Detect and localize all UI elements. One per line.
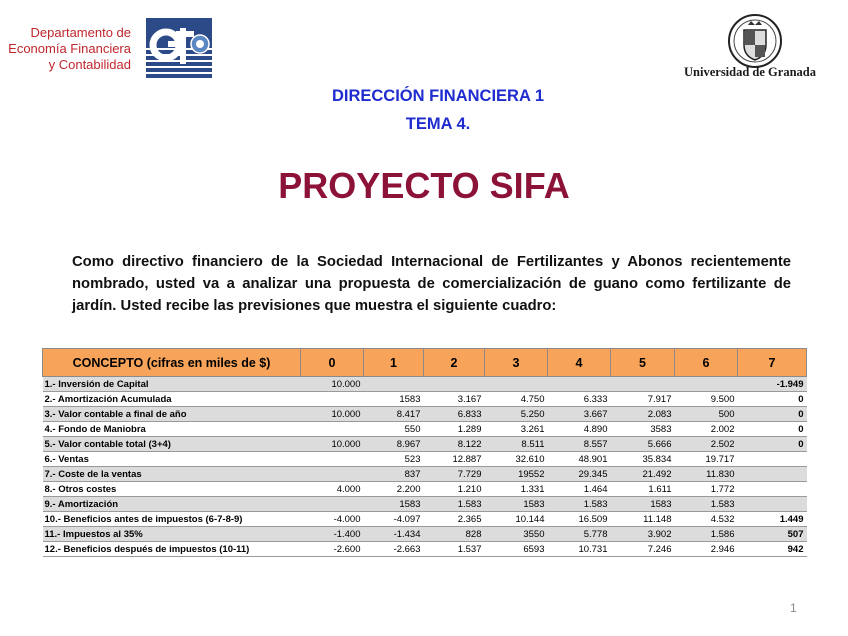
value-cell: [675, 377, 738, 392]
value-cell: [485, 377, 548, 392]
value-cell: 10.000: [301, 377, 364, 392]
value-cell: 3550: [485, 527, 548, 542]
value-cell: [548, 377, 611, 392]
value-cell: 5.778: [548, 527, 611, 542]
value-cell: 507: [738, 527, 807, 542]
value-cell: [301, 452, 364, 467]
value-cell: 19.717: [675, 452, 738, 467]
value-cell: 6.833: [424, 407, 485, 422]
value-cell: 1583: [485, 497, 548, 512]
value-cell: [738, 482, 807, 497]
value-cell: 3.261: [485, 422, 548, 437]
table-header-cell: 4: [548, 349, 611, 377]
value-cell: 19552: [485, 467, 548, 482]
table-header-cell: 2: [424, 349, 485, 377]
value-cell: -4.097: [364, 512, 424, 527]
value-cell: 1.586: [675, 527, 738, 542]
value-cell: 7.917: [611, 392, 675, 407]
value-cell: [364, 377, 424, 392]
course-topic: TEMA 4.: [405, 115, 471, 133]
value-cell: 6.333: [548, 392, 611, 407]
value-cell: 35.834: [611, 452, 675, 467]
value-cell: 16.509: [548, 512, 611, 527]
value-cell: 10.000: [301, 407, 364, 422]
table-row: [43, 497, 807, 512]
value-cell: 0: [738, 422, 807, 437]
department-line-2: Economía Financiera: [8, 41, 131, 56]
page-number: 1: [790, 601, 797, 615]
value-cell: 1.583: [424, 497, 485, 512]
value-cell: -2.663: [364, 542, 424, 557]
value-cell: 32.610: [485, 452, 548, 467]
concept-cell: 7.- Coste de la ventas: [43, 467, 301, 482]
value-cell: 1.289: [424, 422, 485, 437]
concept-cell: 10.- Beneficios antes de impuestos (6-7-8-9): [43, 512, 301, 527]
university-name: Universidad de Granada: [684, 65, 816, 79]
value-cell: 4.000: [301, 482, 364, 497]
value-cell: 942: [738, 542, 807, 557]
concept-cell: 2.- Amortización Acumulada: [43, 392, 301, 407]
concept-cell: 5.- Valor contable total (3+4): [43, 437, 301, 452]
value-cell: 4.750: [485, 392, 548, 407]
value-cell: 4.890: [548, 422, 611, 437]
concept-cell: 12.- Beneficios después de impuestos (10-11): [43, 542, 301, 557]
value-cell: 1.772: [675, 482, 738, 497]
table-row: [43, 542, 807, 557]
value-cell: [301, 467, 364, 482]
value-cell: -1.949: [738, 377, 807, 392]
value-cell: 3.902: [611, 527, 675, 542]
value-cell: 837: [364, 467, 424, 482]
table-row: [43, 512, 807, 527]
value-cell: 7.246: [611, 542, 675, 557]
value-cell: 1.611: [611, 482, 675, 497]
value-cell: 11.830: [675, 467, 738, 482]
department-line-3: y Contabilidad: [48, 57, 131, 72]
page-title: PROYECTO SIFA: [278, 165, 570, 206]
value-cell: 11.148: [611, 512, 675, 527]
value-cell: 9.500: [675, 392, 738, 407]
table-row: [43, 407, 807, 422]
value-cell: 10.000: [301, 437, 364, 452]
value-cell: 5.250: [485, 407, 548, 422]
value-cell: 1.210: [424, 482, 485, 497]
intro-paragraph: Como directivo financiero de la Sociedad Internacional de Fertilizantes y Abonos recientemente nombrado, usted va a analizar una propuesta de comercialización de guano como fertilizante de jardín. Usted recibe las previsiones que muestra el siguiente cuadro:: [72, 254, 791, 314]
value-cell: 4.532: [675, 512, 738, 527]
table-header-cell: 6: [675, 349, 738, 377]
value-cell: 0: [738, 407, 807, 422]
value-cell: [738, 497, 807, 512]
concept-cell: 9.- Amortización: [43, 497, 301, 512]
table-row: [43, 482, 807, 497]
value-cell: 2.502: [675, 437, 738, 452]
concept-cell: 1.- Inversión de Capital: [43, 377, 301, 392]
value-cell: 0: [738, 392, 807, 407]
concept-cell: 4.- Fondo de Maniobra: [43, 422, 301, 437]
table-row: [43, 422, 807, 437]
course-name: DIRECCIÓN FINANCIERA 1: [331, 87, 545, 105]
value-cell: 8.511: [485, 437, 548, 452]
department-name: [0, 25, 131, 73]
value-cell: 2.083: [611, 407, 675, 422]
value-cell: 5.666: [611, 437, 675, 452]
table-row: [43, 377, 807, 392]
value-cell: -1.400: [301, 527, 364, 542]
value-cell: 8.122: [424, 437, 485, 452]
value-cell: 7.729: [424, 467, 485, 482]
value-cell: [738, 452, 807, 467]
table-row: [43, 452, 807, 467]
value-cell: 550: [364, 422, 424, 437]
value-cell: 828: [424, 527, 485, 542]
value-cell: [301, 392, 364, 407]
value-cell: 1.583: [675, 497, 738, 512]
table-row: [43, 527, 807, 542]
table-header-cell: 0: [301, 349, 364, 377]
value-cell: 2.200: [364, 482, 424, 497]
value-cell: 2.946: [675, 542, 738, 557]
department-logo-icon: [146, 18, 212, 78]
value-cell: 1.583: [548, 497, 611, 512]
value-cell: -2.600: [301, 542, 364, 557]
value-cell: -1.434: [364, 527, 424, 542]
table-row: [43, 392, 807, 407]
value-cell: [424, 377, 485, 392]
table-body: [43, 377, 807, 557]
value-cell: 3583: [611, 422, 675, 437]
value-cell: [611, 377, 675, 392]
value-cell: 8.967: [364, 437, 424, 452]
value-cell: -4.000: [301, 512, 364, 527]
value-cell: 8.417: [364, 407, 424, 422]
table-header-cell: 1: [364, 349, 424, 377]
table-header-row: [43, 349, 807, 377]
concept-cell: 8.- Otros costes: [43, 482, 301, 497]
value-cell: 29.345: [548, 467, 611, 482]
value-cell: 2.002: [675, 422, 738, 437]
value-cell: 523: [364, 452, 424, 467]
value-cell: [301, 497, 364, 512]
value-cell: 48.901: [548, 452, 611, 467]
value-cell: 0: [738, 437, 807, 452]
value-cell: [738, 467, 807, 482]
value-cell: 1583: [611, 497, 675, 512]
concept-cell: 11.- Impuestos al 35%: [43, 527, 301, 542]
table-header-cell: 5: [611, 349, 675, 377]
table-header-cell: 3: [485, 349, 548, 377]
value-cell: 500: [675, 407, 738, 422]
concept-cell: 3.- Valor contable a final de año: [43, 407, 301, 422]
value-cell: 10.731: [548, 542, 611, 557]
forecast-table: [42, 348, 807, 557]
value-cell: 10.144: [485, 512, 548, 527]
table-row: [43, 437, 807, 452]
table-header-cell: 7: [738, 349, 807, 377]
value-cell: 12.887: [424, 452, 485, 467]
table-header-cell: CONCEPTO (cifras en miles de $): [43, 349, 301, 377]
concept-cell: 6.- Ventas: [43, 452, 301, 467]
value-cell: 1583: [364, 497, 424, 512]
table-row: [43, 467, 807, 482]
department-line-1: Departamento de: [30, 25, 131, 40]
value-cell: 21.492: [611, 467, 675, 482]
value-cell: 1.537: [424, 542, 485, 557]
value-cell: 6593: [485, 542, 548, 557]
value-cell: 3.667: [548, 407, 611, 422]
value-cell: 1.449: [738, 512, 807, 527]
value-cell: 1.464: [548, 482, 611, 497]
value-cell: 2.365: [424, 512, 485, 527]
value-cell: 1.331: [485, 482, 548, 497]
value-cell: 3.167: [424, 392, 485, 407]
value-cell: 1583: [364, 392, 424, 407]
value-cell: 8.557: [548, 437, 611, 452]
value-cell: [301, 422, 364, 437]
university-crest-icon: [727, 13, 783, 69]
